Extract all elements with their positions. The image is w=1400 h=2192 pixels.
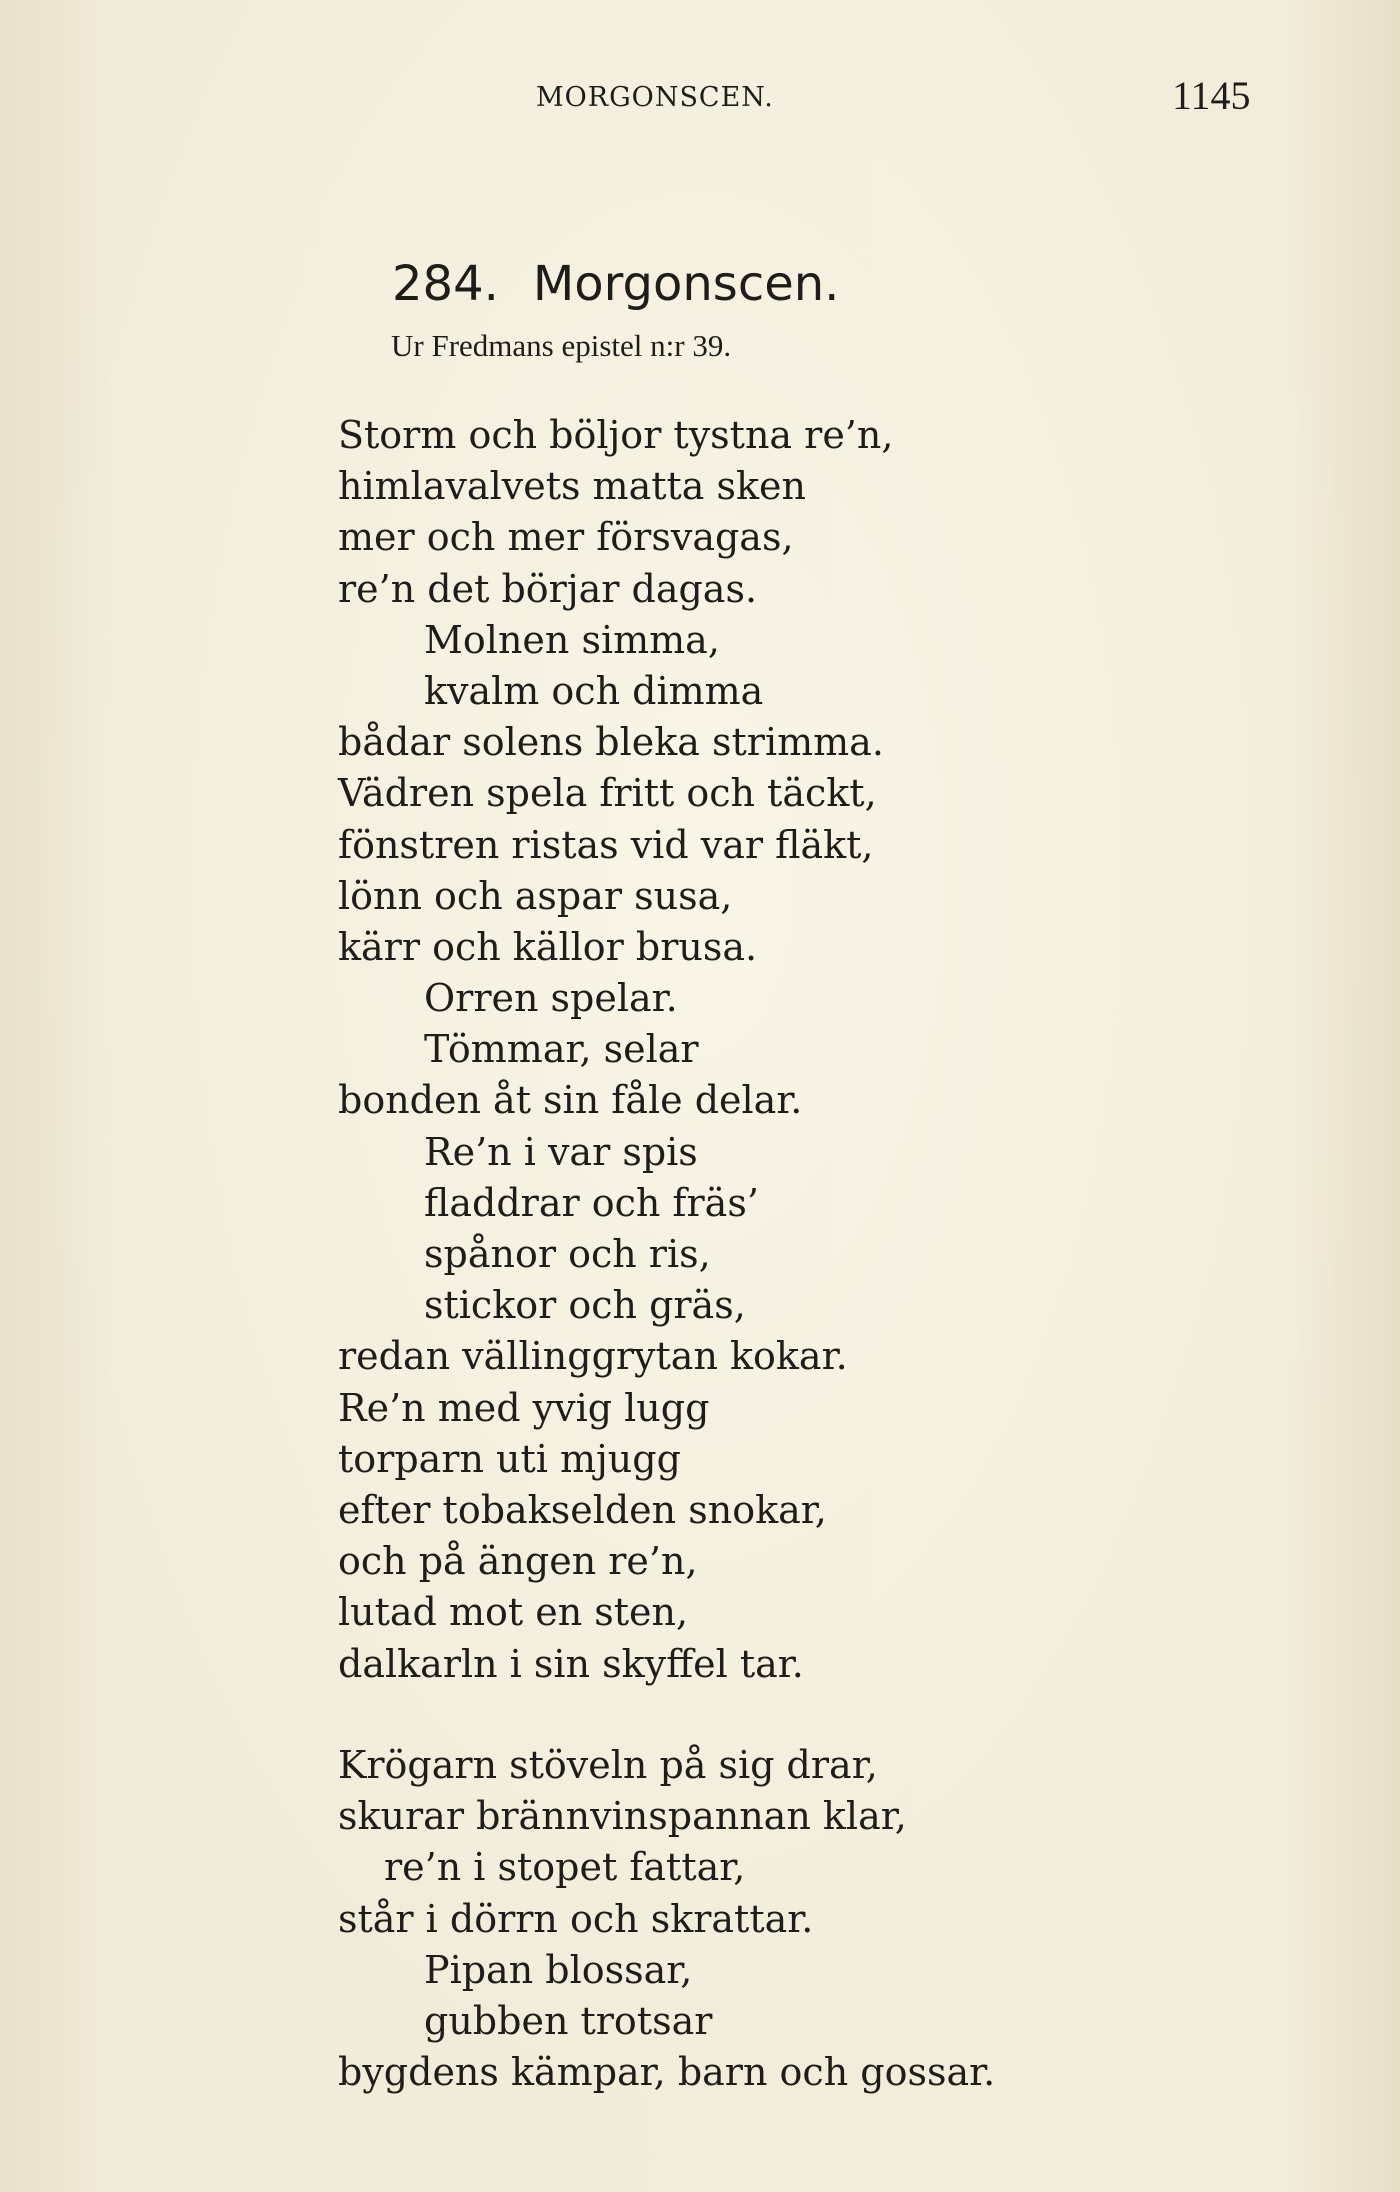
poem-line: gubben trotsar xyxy=(424,1998,713,2043)
poem-line: och på ängen re’n, xyxy=(338,1539,698,1584)
poem-line: Tömmar, selar xyxy=(424,1027,699,1072)
poem-line: bonden åt sin fåle delar. xyxy=(338,1078,803,1123)
poem-line: torparn uti mjugg xyxy=(338,1436,681,1481)
poem-line: himlavalvets matta sken xyxy=(338,464,807,509)
poem-line: dalkarln i sin skyffel tar. xyxy=(338,1641,804,1686)
poem-line: lönn och aspar susa, xyxy=(338,873,733,918)
poem-line: Krögarn stöveln på sig drar, xyxy=(338,1743,878,1787)
poem-line: re’n i stopet fattar, xyxy=(384,1845,746,1890)
poem-line: Vädren spela fritt och täckt, xyxy=(338,771,877,816)
poem-line: Molnen simma, xyxy=(424,617,720,662)
stanza-2 xyxy=(338,1740,1338,2098)
page-number: 1145 xyxy=(1172,73,1251,118)
poem-line: Orren spelar. xyxy=(424,976,678,1021)
poem-line: fladdrar och fräs’ xyxy=(424,1180,759,1225)
poem-line: kärr och källor brusa. xyxy=(338,924,758,969)
song-subtitle: Ur Fredmans epistel n:r 39. xyxy=(391,328,732,363)
poem-line: Storm och böljor tystna re’n, xyxy=(338,413,894,457)
poem-line: efter tobakselden snokar, xyxy=(338,1487,827,1532)
poem-line: lutad mot en sten, xyxy=(338,1590,689,1635)
running-title: MORGONSCEN. xyxy=(536,82,774,113)
poem-line: kvalm och dimma xyxy=(424,668,764,713)
poem-line: spånor och ris, xyxy=(424,1232,711,1276)
song-title-text: Morgonscen. xyxy=(532,256,840,312)
poem-line: fönstren ristas vid var fläkt, xyxy=(338,822,874,867)
poem-line: står i dörrn och skrattar. xyxy=(338,1896,814,1941)
poem-line: Pipan blossar, xyxy=(424,1947,693,1992)
poem-line: mer och mer försvagas, xyxy=(338,515,794,560)
song-number: 284. xyxy=(392,256,499,312)
poem-line: redan vällinggrytan kokar. xyxy=(338,1334,848,1379)
page-header xyxy=(0,72,1400,122)
poem-line: Re’n med yvig lugg xyxy=(338,1385,710,1430)
poem-line: bygdens kämpar, barn och gossar. xyxy=(338,2050,996,2095)
poem-line: stickor och gräs, xyxy=(424,1283,746,1328)
poem-line: skurar brännvinspannan klar, xyxy=(338,1794,907,1839)
poem-line: re’n det börjar dagas. xyxy=(338,566,758,611)
poem-line: Re’n i var spis xyxy=(424,1129,698,1174)
poem-line: bådar solens bleka strimma. xyxy=(338,720,884,765)
song-title xyxy=(392,256,839,312)
stanza-1 xyxy=(338,410,1338,1690)
